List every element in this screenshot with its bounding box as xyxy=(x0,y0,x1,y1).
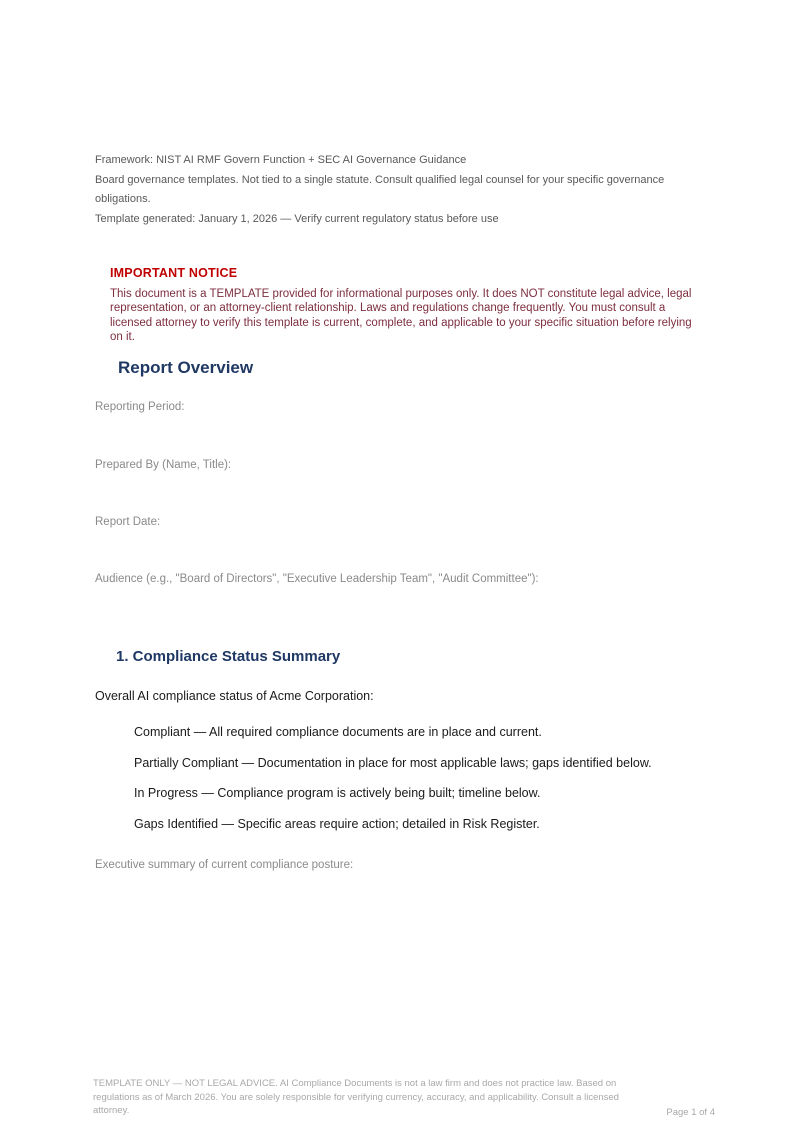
section-1-intro: Overall AI compliance status of Acme Corporation: xyxy=(95,689,374,703)
section-1-heading: 1. Compliance Status Summary xyxy=(116,648,341,665)
compliance-status-options xyxy=(134,725,715,847)
important-notice-title: IMPORTANT NOTICE xyxy=(110,266,238,280)
status-option-gaps-identified: Gaps Identified — Specific areas require action; detailed in Risk Register. xyxy=(134,816,540,831)
status-option-compliant: Compliant — All required compliance documents are in place and current. xyxy=(134,725,542,739)
page-footer xyxy=(93,1077,715,1118)
template-meta-block xyxy=(95,151,715,229)
field-label-report-date: Report Date: xyxy=(95,516,161,528)
executive-summary-label: Executive summary of current compliance posture: xyxy=(95,859,354,871)
field-label-audience: Audience (e.g., "Board of Directors", "Executive Leadership Team", "Audit Committee"): xyxy=(95,573,539,585)
status-option-partially-compliant: Partially Compliant — Documentation in place for most applicable laws; gaps identified below. xyxy=(134,755,652,770)
important-notice-block xyxy=(110,266,695,345)
report-overview-heading: Report Overview xyxy=(118,358,254,377)
scope-line: Board governance templates. Not tied to a single statute. Consult qualified legal counsel for your specific governance obligations. xyxy=(95,173,665,205)
footer-disclaimer: TEMPLATE ONLY — NOT LEGAL ADVICE. AI Compliance Documents is not a law firm and does not practice law. Based on regulations as of March 2026. You are solely responsible for verifying currency, accuracy, and applicability. Consult a licensed attorney. xyxy=(93,1078,619,1116)
generated-line: Template generated: January 1, 2026 — Verify current regulatory status before use xyxy=(95,212,499,225)
field-label-prepared-by: Prepared By (Name, Title): xyxy=(95,459,232,471)
status-option-in-progress: In Progress — Compliance program is actively being built; timeline below. xyxy=(134,786,541,800)
framework-line: Framework: NIST AI RMF Govern Function + SEC AI Governance Guidance xyxy=(95,154,467,166)
field-label-reporting-period: Reporting Period: xyxy=(95,401,185,413)
page-number: Page 1 of 4 xyxy=(666,1106,715,1118)
important-notice-body: This document is a TEMPLATE provided for informational purposes only. It does NOT constitute legal advice, legal representation, or an attorney-client relationship. Laws and regulations change frequently. You must consult a licensed attorney to verify this template is current, complete, and applicable to your specific situation before relying on it. xyxy=(110,288,692,344)
